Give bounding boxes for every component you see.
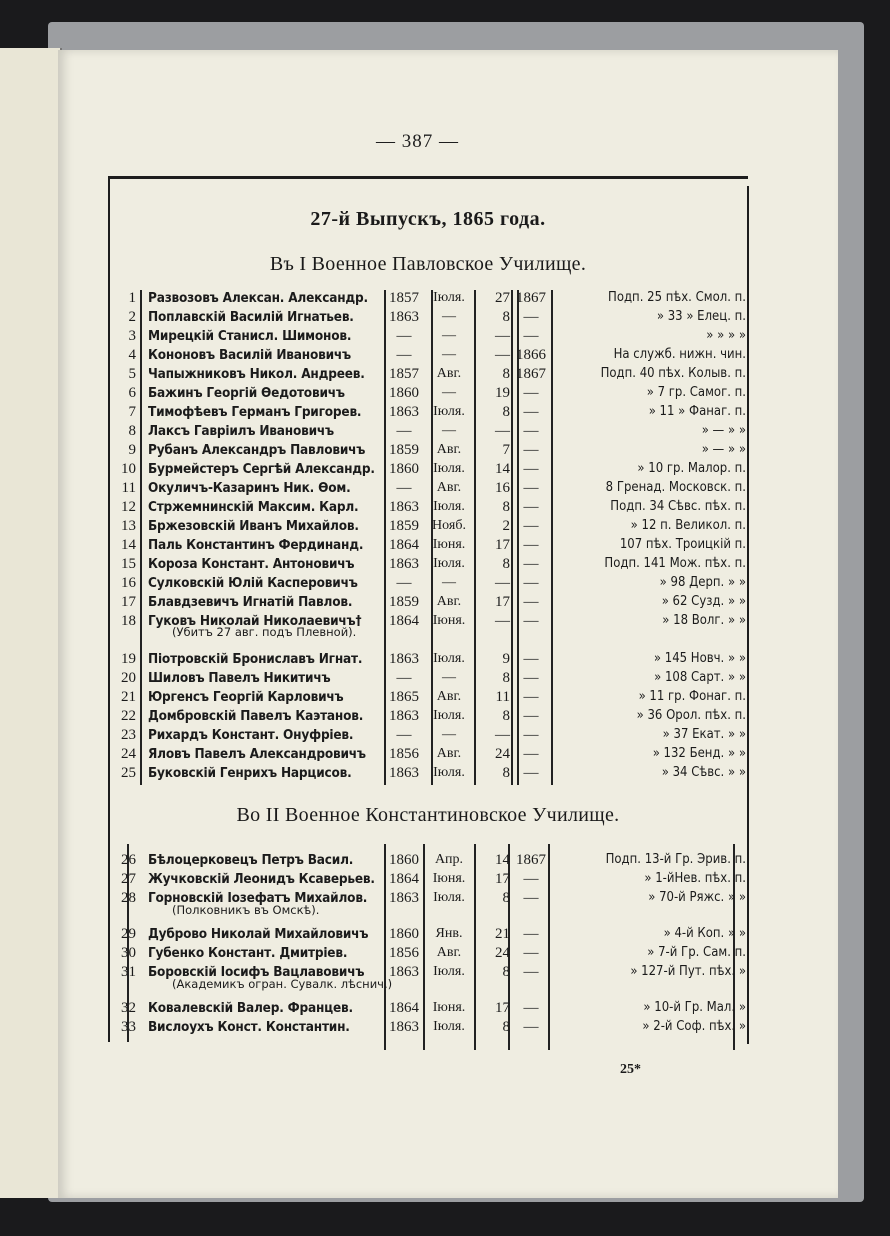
graduation-year: — [523,746,539,762]
entry-year: — [396,347,412,363]
assignment: » 2-й Соф. пѣх. » [642,1019,746,1034]
entry-day: 24 [495,945,510,961]
entry-day: 8 [502,556,510,572]
row-number: 27 [121,871,136,887]
table-row [0,384,890,402]
page-number: — 387 — [376,131,459,152]
graduation-year: — [523,871,539,887]
assignment: » 127-й Пут. пѣх. » [630,964,746,979]
row-note: (Убитъ 27 авг. подъ Плевной). [172,625,357,639]
assignment: » 18 Волг. » » [662,613,746,628]
entry-day: 2 [502,518,510,534]
entry-year: — [396,727,412,743]
entry-month: Іюля. [433,651,465,666]
entry-year: 1864 [389,871,419,887]
table-row [0,963,890,981]
row-number: 22 [121,708,136,724]
graduate-name: Яловъ Павелъ Александровичъ [148,746,366,762]
entry-year: 1860 [389,461,419,477]
row-number: 6 [128,385,136,401]
graduation-year: — [523,328,539,344]
table-row [0,555,890,573]
graduation-year: — [523,309,539,325]
graduate-name: Тимофѣевъ Германъ Григорев. [148,404,362,420]
assignment: Подп. 141 Мож. пѣх. п. [604,556,746,571]
graduation-year: 1867 [516,366,546,382]
table-row [0,870,890,888]
row-number: 4 [128,347,136,363]
entry-year: 1857 [389,290,419,306]
entry-year: — [396,575,412,591]
entry-day: 8 [502,404,510,420]
signature-mark: 25* [620,1062,641,1077]
graduate-name: Піотровскій Брониславъ Игнат. [148,651,363,667]
section-heading-konstantinovsk: Во II Военное Константиновское Училище. [236,804,620,826]
graduate-name: Кононовъ Василій Ивановичъ [148,347,351,363]
graduation-year: — [523,575,539,591]
entry-month: Іюня. [432,871,466,886]
graduate-name: Дуброво Николай Михайловичъ [148,926,369,942]
entry-year: 1856 [389,945,419,961]
entry-day: 17 [495,871,510,887]
assignment: » 34 Сѣвс. » » [661,765,746,780]
table-row [0,851,890,869]
graduation-year: 1867 [516,852,546,868]
entry-day: 8 [502,670,510,686]
entry-day: — [495,613,510,629]
entry-day: — [495,347,510,363]
entry-year: 1859 [389,442,419,458]
graduate-name: Лаксъ Гавріилъ Ивановичъ [148,423,334,439]
row-note: (Полковникъ въ Омскѣ). [172,903,320,917]
table-row [0,688,890,706]
entry-year: — [396,328,412,344]
row-number: 5 [128,366,136,382]
entry-month: — [442,727,456,742]
graduation-year: — [523,594,539,610]
entry-day: — [495,575,510,591]
table-row [0,441,890,459]
entry-month: Іюля. [433,404,465,419]
entry-year: 1863 [389,309,419,325]
assignment: » 37 Екат. » » [662,727,746,742]
table-row [0,574,890,592]
row-number: 16 [121,575,136,591]
assignment: » 70-й Ряжс. » » [648,890,746,905]
entry-day: 21 [495,926,510,942]
graduate-name: Бурмейстеръ Сергѣй Александр. [148,461,375,477]
row-number: 19 [121,651,136,667]
assignment: » 1-йНев. пѣх. п. [644,871,746,886]
assignment: Подп. 13-й Гр. Эрив. п. [605,852,746,867]
graduate-name: Развозовъ Алексан. Александр. [148,290,368,306]
entry-month: — [442,423,456,438]
entry-day: 24 [495,746,510,762]
table-row [0,944,890,962]
assignment: 107 пѣх. Троицкій п. [619,537,746,552]
entry-month: Іюля. [433,556,465,571]
graduate-name: Блавдзевичъ Игнатій Павлов. [148,594,353,610]
entry-month: — [442,347,456,362]
graduation-year: — [523,442,539,458]
row-number: 28 [121,890,136,906]
table-row [0,925,890,943]
graduate-name: Боровскій Іосифъ Вацлавовичъ [148,964,365,980]
graduation-year: — [523,613,539,629]
assignment: » 12 п. Великол. п. [630,518,746,533]
row-number: 17 [121,594,136,610]
entry-year: 1857 [389,366,419,382]
graduate-name: Рубанъ Александръ Павловичъ [148,442,366,458]
graduation-year: — [523,1019,539,1035]
entry-month: Іюня. [432,613,466,628]
entry-day: 17 [495,1000,510,1016]
entry-year: 1860 [389,926,419,942]
graduation-year: 1867 [516,290,546,306]
entry-month: Іюля. [433,290,465,305]
entry-month: Іюля. [433,499,465,514]
graduate-name: Ковалевскій Валер. Францев. [148,1000,353,1016]
graduate-name: Вислоухъ Конст. Константин. [148,1019,350,1035]
row-number: 1 [128,290,136,306]
entry-month: Іюля. [433,1019,465,1034]
entry-day: 17 [495,537,510,553]
entry-day: — [495,727,510,743]
entry-year: — [396,480,412,496]
table-row [0,517,890,535]
row-note: (Академикъ огран. Сувалк. лѣснич.) [172,977,393,991]
row-number: 33 [121,1019,136,1035]
assignment: » 108 Сарт. » » [654,670,746,685]
graduation-year: — [523,708,539,724]
table-row [0,999,890,1017]
entry-month: Янв. [435,926,463,941]
entry-day: 14 [495,461,510,477]
graduation-year: — [523,964,539,980]
graduation-year: — [523,651,539,667]
graduation-year: — [523,926,539,942]
table-row [0,308,890,326]
graduate-name: Бѣлоцерковецъ Петръ Васил. [148,852,354,868]
graduate-name: Рихардъ Констант. Онуфріев. [148,727,354,743]
entry-month: Нояб. [432,518,466,533]
entry-year: 1863 [389,499,419,515]
assignment: » 4-й Коп. » » [663,926,746,941]
entry-day: 19 [495,385,510,401]
entry-month: Іюля. [433,765,465,780]
entry-month: Іюля. [433,964,465,979]
row-number: 15 [121,556,136,572]
graduation-year: — [523,670,539,686]
entry-day: 8 [502,708,510,724]
assignment: » 62 Сузд. » » [661,594,746,609]
assignment: » 7-й Гр. Сам. п. [647,945,746,960]
row-number: 31 [121,964,136,980]
entry-year: 1864 [389,1000,419,1016]
entry-month: Авг. [436,594,462,609]
table-row [0,460,890,478]
assignment: » 10-й Гр. Мал. » [643,1000,746,1015]
row-number: 23 [121,727,136,743]
entry-month: Авг. [436,746,462,761]
assignment: Подп. 25 пѣх. Смол. п. [608,290,746,305]
row-number: 26 [121,852,136,868]
graduation-year: — [523,423,539,439]
entry-month: — [442,575,456,590]
assignment: » 11 » Фанаг. п. [648,404,746,419]
table-row [0,536,890,554]
row-number: 21 [121,689,136,705]
graduate-name: Мирецкій Станисл. Шимонов. [148,328,352,344]
entry-day: 11 [495,689,510,705]
row-number: 10 [121,461,136,477]
entry-year: 1863 [389,556,419,572]
table-row [0,346,890,364]
entry-day: 27 [495,290,510,306]
entry-year: 1864 [389,537,419,553]
graduate-name: Поплавскій Василій Игнатьев. [148,309,354,325]
assignment: » 36 Орол. пѣх. п. [636,708,746,723]
entry-day: 14 [495,852,510,868]
table-row [0,650,890,668]
assignment: 8 Гренад. Московск. п. [605,480,746,495]
entry-day: 8 [502,964,510,980]
entry-month: Іюля. [433,461,465,476]
assignment: На служб. нижн. чин. [613,347,746,362]
graduate-name: Гуковъ Николай Николаевичъ† [148,613,362,629]
entry-month: Авг. [436,945,462,960]
entry-month: Іюня. [432,537,466,552]
entry-year: 1860 [389,385,419,401]
graduation-year: 1866 [516,347,546,363]
table-top-rule [108,176,748,179]
graduate-name: Буковскій Генрихъ Нарцисов. [148,765,352,781]
entry-day: 17 [495,594,510,610]
entry-month: Іюля. [433,708,465,723]
row-number: 14 [121,537,136,553]
entry-year: 1863 [389,1019,419,1035]
table-row [0,1018,890,1036]
table-row [0,479,890,497]
entry-year: 1863 [389,651,419,667]
entry-year: 1860 [389,852,419,868]
assignment: » 11 гр. Фонаг. п. [638,689,746,704]
graduate-name: Окуличъ-Казаринъ Ник. Ѳом. [148,480,351,496]
row-number: 9 [128,442,136,458]
table-row [0,889,890,907]
assignment: » 98 Дерп. » » [659,575,746,590]
entry-year: — [396,423,412,439]
row-number: 3 [128,328,136,344]
entry-year: 1863 [389,708,419,724]
entry-day: 9 [502,651,510,667]
row-number: 11 [121,480,136,496]
table-row [0,726,890,744]
assignment: » 145 Новч. » » [653,651,746,666]
entry-day: 8 [502,890,510,906]
graduate-name: Бажинъ Георгій Ѳедотовичъ [148,385,345,401]
entry-month: — [442,328,456,343]
row-number: 24 [121,746,136,762]
graduate-name: Короза Констант. Антоновичъ [148,556,355,572]
entry-year: 1863 [389,964,419,980]
graduation-year: — [523,1000,539,1016]
graduate-name: Бржезовскій Иванъ Михайлов. [148,518,359,534]
assignment: » » » » [706,328,746,343]
row-number: 7 [128,404,136,420]
graduate-name: Губенко Констант. Дмитріев. [148,945,348,961]
entry-month: Авг. [436,689,462,704]
entry-day: 8 [502,366,510,382]
row-number: 29 [121,926,136,942]
assignment: » — » » [701,423,746,438]
entry-month: Авг. [436,480,462,495]
graduation-year: — [523,689,539,705]
graduation-year: — [523,461,539,477]
row-number: 25 [121,765,136,781]
graduation-year: — [523,385,539,401]
table-row [0,593,890,611]
assignment: » 132 Бенд. » » [652,746,746,761]
assignment: » — » » [701,442,746,457]
section-heading-pavlovsk: Въ I Военное Павловское Училище. [269,253,587,275]
entry-day: 8 [502,1019,510,1035]
entry-year: — [396,670,412,686]
row-number: 18 [121,613,136,629]
entry-month: Авг. [436,442,462,457]
entry-month: Іюня. [432,1000,466,1015]
graduation-year: — [523,518,539,534]
graduate-name: Стржемнинскій Максим. Карл. [148,499,359,515]
assignment: » 7 гр. Самог. п. [646,385,746,400]
table-row [0,289,890,307]
assignment: Подп. 40 пѣх. Колыв. п. [600,366,746,381]
table-row [0,612,890,630]
table-row [0,403,890,421]
entry-month: Авг. [436,366,462,381]
entry-year: 1865 [389,689,419,705]
entry-month: Іюля. [433,890,465,905]
entry-year: 1864 [389,613,419,629]
entry-year: 1859 [389,518,419,534]
row-number: 32 [121,1000,136,1016]
entry-year: 1863 [389,404,419,420]
entry-day: — [495,328,510,344]
entry-month: — [442,385,456,400]
entry-month: — [442,670,456,685]
entry-year: 1856 [389,746,419,762]
row-number: 30 [121,945,136,961]
row-number: 20 [121,670,136,686]
table-row [0,707,890,725]
graduation-year: — [523,499,539,515]
row-number: 12 [121,499,136,515]
graduate-name: Сулковскій Юлій Касперовичъ [148,575,358,591]
table-row [0,327,890,345]
table-row [0,669,890,687]
graduation-year: — [523,537,539,553]
graduation-year: — [523,727,539,743]
graduation-title: 27-й Выпускъ, 1865 года. [310,208,546,230]
assignment: » 33 » Елец. п. [656,309,746,324]
row-number: 2 [128,309,136,325]
assignment: Подп. 34 Сѣвс. пѣх. п. [610,499,746,514]
table-row [0,422,890,440]
graduation-year: — [523,556,539,572]
entry-year: 1859 [389,594,419,610]
graduation-year: — [523,765,539,781]
entry-day: 8 [502,499,510,515]
entry-day: 7 [502,442,510,458]
graduation-year: — [523,890,539,906]
graduation-year: — [523,945,539,961]
graduate-name: Юргенсъ Георгій Карловичъ [148,689,344,705]
entry-month: — [442,309,456,324]
table-row [0,365,890,383]
row-number: 8 [128,423,136,439]
entry-year: 1863 [389,765,419,781]
graduation-year: — [523,404,539,420]
table-row [0,745,890,763]
graduate-name: Чапыжниковъ Никол. Андреев. [148,366,365,382]
table-row [0,764,890,782]
entry-year: 1863 [389,890,419,906]
table-row [0,498,890,516]
row-number: 13 [121,518,136,534]
entry-day: — [495,423,510,439]
graduation-year: — [523,480,539,496]
entry-day: 8 [502,765,510,781]
graduate-name: Паль Константинъ Фердинанд. [148,537,364,553]
entry-day: 16 [495,480,510,496]
entry-month: Апр. [434,852,464,867]
graduate-name: Горновскій Іозефатъ Михайлов. [148,890,368,906]
graduate-name: Домбровскій Павелъ Каэтанов. [148,708,364,724]
graduate-name: Шиловъ Павелъ Никитичъ [148,670,331,686]
entry-day: 8 [502,309,510,325]
graduate-name: Жучковскій Леонидъ Ксаверьев. [148,871,375,887]
assignment: » 10 гр. Малор. п. [637,461,746,476]
